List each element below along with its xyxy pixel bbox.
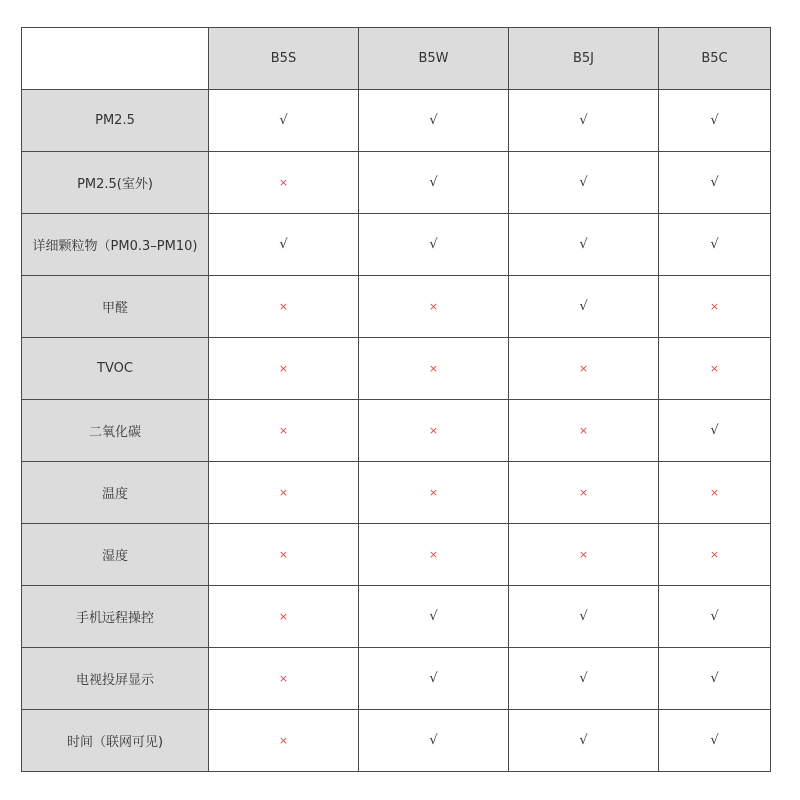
cross-mark-icon: × bbox=[709, 486, 720, 499]
check-mark-icon: √ bbox=[579, 175, 588, 190]
cross-mark-icon: × bbox=[278, 362, 289, 375]
support-cell bbox=[659, 400, 771, 462]
support-cell bbox=[509, 152, 659, 214]
feature-label: PM2.5 bbox=[22, 90, 209, 152]
support-cell bbox=[659, 152, 771, 214]
support-cell bbox=[359, 710, 509, 772]
cross-mark-icon: × bbox=[278, 486, 289, 499]
support-cell bbox=[359, 214, 509, 276]
cross-mark-icon: × bbox=[278, 734, 289, 747]
support-cell bbox=[509, 276, 659, 338]
support-cell bbox=[509, 400, 659, 462]
feature-row bbox=[22, 586, 771, 648]
feature-row bbox=[22, 152, 771, 214]
feature-label: 甲醛 bbox=[22, 276, 209, 338]
support-cell bbox=[209, 648, 359, 710]
support-cell bbox=[359, 586, 509, 648]
feature-label: 湿度 bbox=[22, 524, 209, 586]
support-cell bbox=[209, 524, 359, 586]
check-mark-icon: √ bbox=[429, 237, 438, 252]
cross-mark-icon: × bbox=[428, 300, 439, 313]
support-cell bbox=[359, 338, 509, 400]
support-cell bbox=[509, 586, 659, 648]
check-mark-icon: √ bbox=[429, 733, 438, 748]
check-mark-icon: √ bbox=[710, 113, 719, 128]
check-mark-icon: √ bbox=[579, 237, 588, 252]
feature-label: 手机远程操控 bbox=[22, 586, 209, 648]
check-mark-icon: √ bbox=[279, 113, 288, 128]
feature-row bbox=[22, 90, 771, 152]
cross-mark-icon: × bbox=[578, 424, 589, 437]
cross-mark-icon: × bbox=[709, 548, 720, 561]
support-cell bbox=[209, 90, 359, 152]
feature-row bbox=[22, 710, 771, 772]
support-cell bbox=[209, 586, 359, 648]
support-cell bbox=[209, 214, 359, 276]
cross-mark-icon: × bbox=[428, 548, 439, 561]
check-mark-icon: √ bbox=[710, 733, 719, 748]
support-cell bbox=[359, 400, 509, 462]
cross-mark-icon: × bbox=[578, 548, 589, 561]
model-header-b5j: B5J bbox=[509, 28, 659, 90]
cross-mark-icon: × bbox=[578, 486, 589, 499]
support-cell bbox=[359, 276, 509, 338]
feature-row bbox=[22, 524, 771, 586]
comparison-table bbox=[21, 27, 771, 772]
check-mark-icon: √ bbox=[710, 671, 719, 686]
cross-mark-icon: × bbox=[709, 362, 720, 375]
check-mark-icon: √ bbox=[710, 423, 719, 438]
support-cell bbox=[209, 462, 359, 524]
support-cell bbox=[209, 152, 359, 214]
check-mark-icon: √ bbox=[429, 671, 438, 686]
support-cell bbox=[659, 462, 771, 524]
support-cell bbox=[509, 462, 659, 524]
feature-row bbox=[22, 276, 771, 338]
check-mark-icon: √ bbox=[279, 237, 288, 252]
support-cell bbox=[509, 214, 659, 276]
support-cell bbox=[359, 648, 509, 710]
cross-mark-icon: × bbox=[278, 548, 289, 561]
cross-mark-icon: × bbox=[278, 672, 289, 685]
check-mark-icon: √ bbox=[710, 609, 719, 624]
table-body bbox=[22, 28, 771, 772]
support-cell bbox=[659, 90, 771, 152]
check-mark-icon: √ bbox=[579, 671, 588, 686]
support-cell bbox=[509, 90, 659, 152]
check-mark-icon: √ bbox=[429, 609, 438, 624]
support-cell bbox=[509, 524, 659, 586]
support-cell bbox=[509, 710, 659, 772]
cross-mark-icon: × bbox=[709, 300, 720, 313]
support-cell bbox=[209, 276, 359, 338]
feature-row bbox=[22, 214, 771, 276]
feature-label: 详细颗粒物（PM0.3–PM10) bbox=[22, 214, 209, 276]
cross-mark-icon: × bbox=[278, 610, 289, 623]
feature-label: 二氧化碳 bbox=[22, 400, 209, 462]
support-cell bbox=[359, 90, 509, 152]
support-cell bbox=[509, 648, 659, 710]
support-cell bbox=[659, 338, 771, 400]
support-cell bbox=[659, 710, 771, 772]
support-cell bbox=[659, 214, 771, 276]
check-mark-icon: √ bbox=[579, 299, 588, 314]
model-header-b5s: B5S bbox=[209, 28, 359, 90]
header-row bbox=[22, 28, 771, 90]
model-header-b5c: B5C bbox=[659, 28, 771, 90]
feature-label: PM2.5(室外) bbox=[22, 152, 209, 214]
feature-label: TVOC bbox=[22, 338, 209, 400]
check-mark-icon: √ bbox=[579, 609, 588, 624]
cross-mark-icon: × bbox=[428, 424, 439, 437]
cross-mark-icon: × bbox=[578, 362, 589, 375]
feature-row bbox=[22, 338, 771, 400]
feature-label: 电视投屏显示 bbox=[22, 648, 209, 710]
check-mark-icon: √ bbox=[429, 175, 438, 190]
feature-label: 时间（联网可见) bbox=[22, 710, 209, 772]
corner-cell bbox=[22, 28, 209, 90]
support-cell bbox=[209, 338, 359, 400]
support-cell bbox=[359, 462, 509, 524]
check-mark-icon: √ bbox=[579, 113, 588, 128]
cross-mark-icon: × bbox=[428, 362, 439, 375]
support-cell bbox=[659, 276, 771, 338]
check-mark-icon: √ bbox=[429, 113, 438, 128]
feature-label: 温度 bbox=[22, 462, 209, 524]
support-cell bbox=[209, 710, 359, 772]
check-mark-icon: √ bbox=[579, 733, 588, 748]
cross-mark-icon: × bbox=[278, 176, 289, 189]
support-cell bbox=[209, 400, 359, 462]
model-header-b5w: B5W bbox=[359, 28, 509, 90]
feature-row bbox=[22, 462, 771, 524]
support-cell bbox=[659, 648, 771, 710]
feature-row bbox=[22, 400, 771, 462]
feature-row bbox=[22, 648, 771, 710]
check-mark-icon: √ bbox=[710, 175, 719, 190]
check-mark-icon: √ bbox=[710, 237, 719, 252]
support-cell bbox=[359, 152, 509, 214]
cross-mark-icon: × bbox=[428, 486, 439, 499]
cross-mark-icon: × bbox=[278, 300, 289, 313]
support-cell bbox=[509, 338, 659, 400]
support-cell bbox=[659, 586, 771, 648]
cross-mark-icon: × bbox=[278, 424, 289, 437]
support-cell bbox=[359, 524, 509, 586]
support-cell bbox=[659, 524, 771, 586]
